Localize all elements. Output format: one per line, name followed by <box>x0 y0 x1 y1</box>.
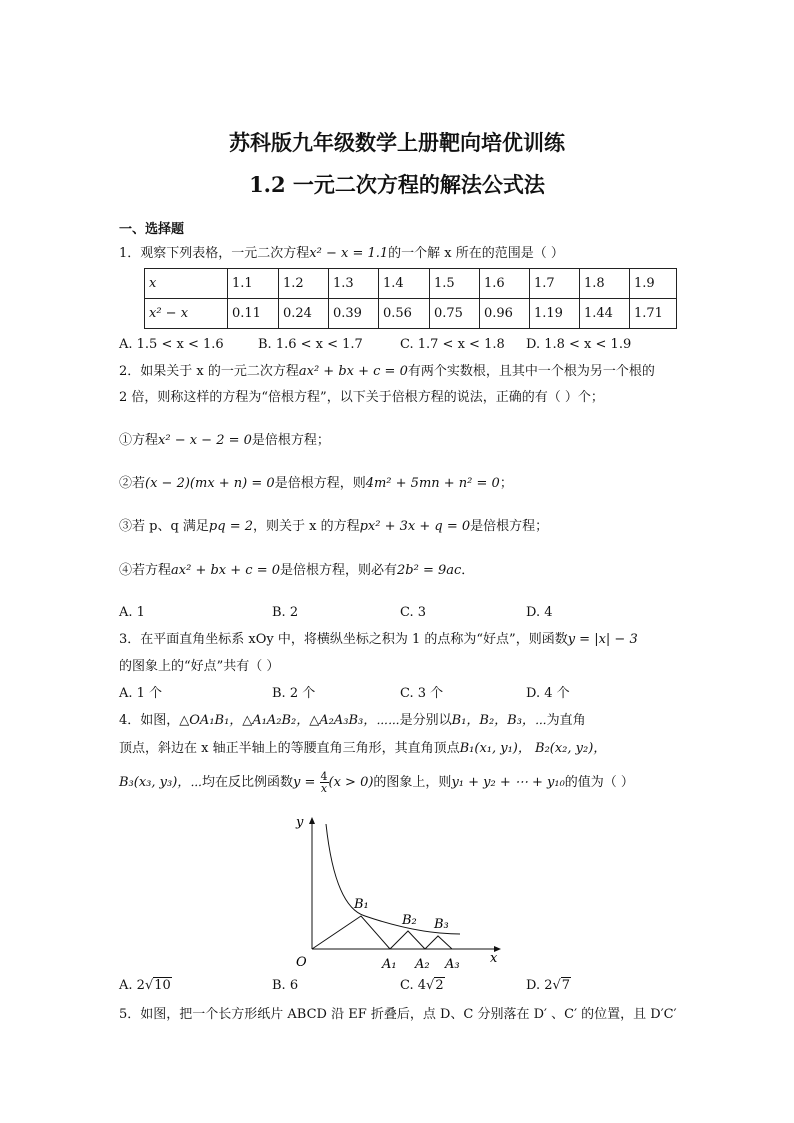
table-cell: 0.96 <box>480 299 530 329</box>
table-cell: 1.44 <box>580 299 630 329</box>
table-cell: 1.3 <box>329 269 379 299</box>
table-cell: 1.19 <box>530 299 580 329</box>
table-cell: 1.1 <box>228 269 279 299</box>
document-subtitle: 1.2 一元二次方程的解法公式法 <box>249 172 545 197</box>
label-b1: B₁ <box>354 897 369 912</box>
table-cell: 1.71 <box>630 299 677 329</box>
label-b3: B₃ <box>434 917 449 932</box>
triangle-2 <box>390 931 425 949</box>
table-cell: 1.8 <box>580 269 630 299</box>
table-cell: 1.9 <box>630 269 677 299</box>
table-row <box>145 299 677 329</box>
table-row <box>145 269 677 299</box>
q4-option-d: D. 2√7 <box>526 978 571 993</box>
q4-option-c: C. 4√2 <box>400 978 444 993</box>
q5-stem-line1: 5．如图，把一个长方形纸片 ABCD 沿 EF 折叠后，点 D、C 分别落在 D′ 、C′ 的位置，且 D′C′ <box>119 1007 677 1022</box>
fraction-4-over-x: $\frac{4}{x}$ <box>320 770 328 795</box>
q4-option-b: B. 6 <box>272 978 299 993</box>
table-cell: 0.56 <box>379 299 430 329</box>
q2-option-d: D. 4 <box>526 605 553 620</box>
table-cell: 1.2 <box>279 269 329 299</box>
q1-option-d: D. 1.8 < x < 1.9 <box>526 337 632 352</box>
q2-option-b: B. 2 <box>272 605 299 620</box>
q2-stem-line1: 2．如果关于 x 的一元二次方程ax² + bx + c = 0有两个实数根，且其中一个根为另一个根的 <box>119 364 655 379</box>
q4-stem-line2: 顶点，斜边在 x 轴正半轴上的等腰直角三角形，其直角顶点B₁(x₁, y₁)， B₂(x₂, y₂)， <box>119 741 607 756</box>
triangle-1 <box>312 916 390 949</box>
q2-statement-2: ②若(x − 2)(mx + n) = 0是倍根方程，则4m² + 5mn + n² = 0； <box>119 476 513 491</box>
q3-stem-line2: 的图象上的“好点”共有（ ） <box>119 659 280 674</box>
q1-option-c: C. 1.7 < x < 1.8 <box>400 337 505 352</box>
table-header-x: x <box>145 269 228 299</box>
q2-option-c: C. 3 <box>400 605 427 620</box>
table-cell: 1.5 <box>430 269 480 299</box>
triangle-3 <box>425 936 452 949</box>
q3-option-d: D. 4 个 <box>526 686 570 701</box>
origin-label: O <box>296 955 307 970</box>
q2-statement-1: ①方程x² − x − 2 = 0是倍根方程； <box>119 433 330 448</box>
table-header-fx: x² − x <box>145 299 228 329</box>
q4-stem-line3: B₃(x₃, y₃)，⋯均在反比例函数y = $\frac{4}{x}$ (x > 0)的图象上，则y₁ + y₂ + ⋯ + y₁₀的值为（ ） <box>119 770 634 795</box>
q1-option-b: B. 1.6 < x < 1.7 <box>258 337 363 352</box>
document-title: 苏科版九年级数学上册靶向培优训练 <box>229 130 565 155</box>
table-cell: 0.11 <box>228 299 279 329</box>
x-axis-label: x <box>490 951 498 966</box>
q1-stem: 1．观察下列表格，一元二次方程x² − x = 1.1的一个解 x 所在的范围是（ ） <box>119 246 564 261</box>
q4-figure <box>290 810 510 975</box>
table-cell: 1.6 <box>480 269 530 299</box>
table-cell: 0.24 <box>279 299 329 329</box>
q2-statement-4: ④若方程ax² + bx + c = 0是倍根方程，则必有2b² = 9ac． <box>119 563 475 578</box>
y-axis-label: y <box>296 815 304 830</box>
q3-option-c: C. 3 个 <box>400 686 444 701</box>
q2-option-a: A. 1 <box>119 605 145 620</box>
q1-option-a: A. 1.5 < x < 1.6 <box>119 337 224 352</box>
table-cell: 1.7 <box>530 269 580 299</box>
q2-stem-line2: 2 倍，则称这样的方程为“倍根方程”，以下关于倍根方程的说法，正确的有（ ）个； <box>119 390 604 405</box>
q4-option-a: A. 2√10 <box>119 978 171 993</box>
section-heading: 一、选择题 <box>119 222 185 237</box>
table-cell: 0.75 <box>430 299 480 329</box>
q1-value-table <box>144 268 677 329</box>
q3-stem-line1: 3．在平面直角坐标系 xOy 中，将横纵坐标之积为 1 的点称为“好点”，则函数y = |x| − 3 <box>119 632 638 647</box>
q3-option-b: B. 2 个 <box>272 686 316 701</box>
label-b2: B₂ <box>402 913 417 928</box>
label-a3: A₃ <box>445 957 460 972</box>
q3-option-a: A. 1 个 <box>119 686 163 701</box>
label-a2: A₂ <box>415 957 430 972</box>
label-a1: A₁ <box>382 957 397 972</box>
table-cell: 1.4 <box>379 269 430 299</box>
q4-stem-line1: 4．如图，△OA₁B₁，△A₁A₂B₂，△A₂A₃B₃，⋯⋯是分别以B₁，B₂，B₃，⋯为直角 <box>119 713 586 728</box>
q2-statement-3: ③若 p、q 满足pq = 2，则关于 x 的方程px² + 3x + q = 0是倍根方程； <box>119 519 549 534</box>
table-cell: 0.39 <box>329 299 379 329</box>
